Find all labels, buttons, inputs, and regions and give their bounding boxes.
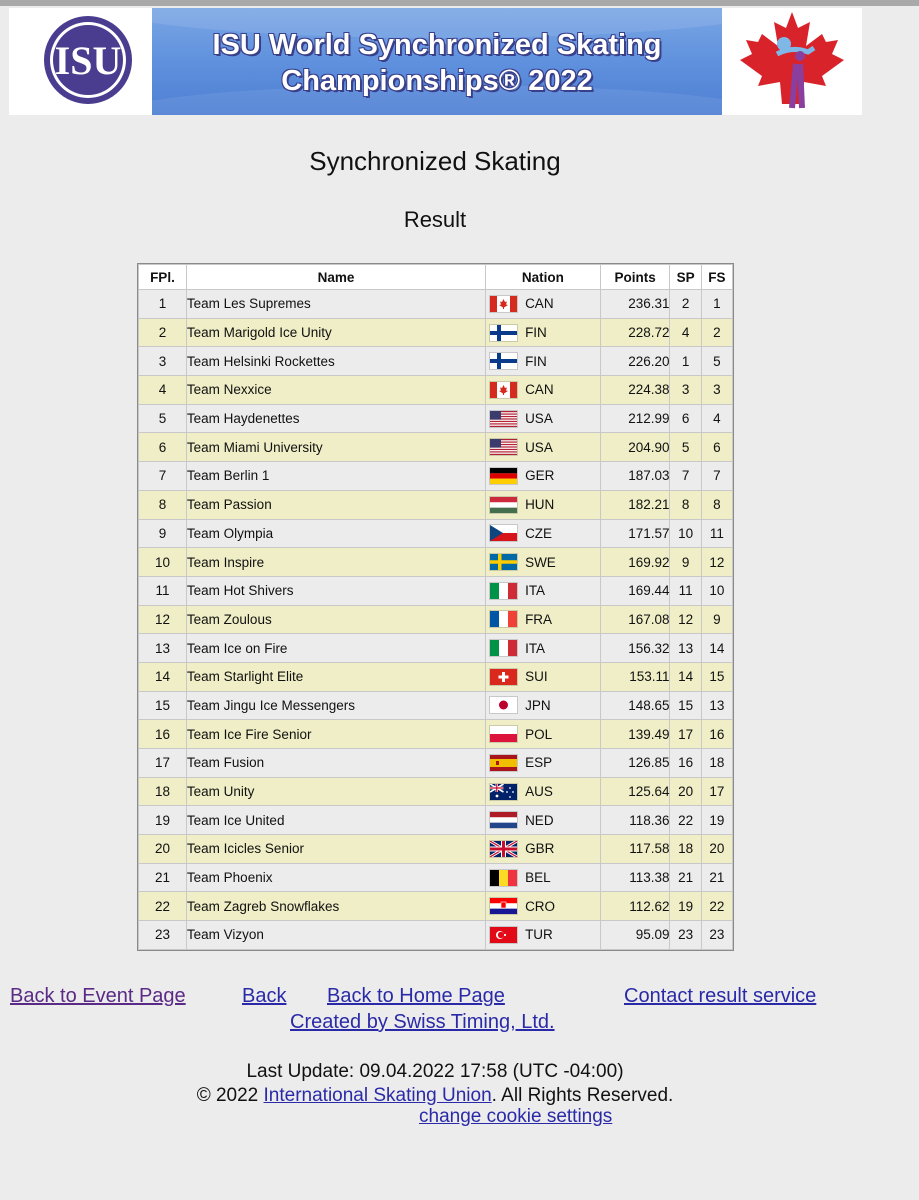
team-name-cell: Team Ice United [187,806,485,834]
sp-rank-cell: 8 [670,491,700,519]
flag-czechia-icon [490,525,517,541]
flag-hungary-icon [490,497,517,513]
header-sp: SP [670,265,700,289]
nation-code: FIN [525,325,547,341]
nation-cell [486,606,600,634]
table-row [139,720,732,748]
isu-logo-text: ISU [54,38,122,83]
rank-cell: 6 [139,433,186,461]
nation-cell [486,319,600,347]
points-cell: 228.72 [601,319,670,347]
nation-code: CAN [525,382,554,398]
banner-title-line2: Championships® 2022 [281,65,593,97]
team-name-cell: Team Passion [187,491,485,519]
rank-cell: 13 [139,634,186,662]
team-name-cell: Team Zoulous [187,606,485,634]
header-rank: FPl. [139,265,186,289]
table-row [139,892,732,920]
table-row [139,634,732,662]
team-name-cell: Team Unity [187,778,485,806]
sp-rank-cell: 19 [670,892,700,920]
nation-code: HUN [525,497,555,513]
copyright-prefix: © 2022 [196,1085,264,1106]
nation-code: CAN [525,296,554,312]
rank-cell: 15 [139,692,186,720]
maple-leaf-logo-icon [722,8,862,115]
nation-code: CZE [525,525,553,541]
sp-rank-cell: 6 [670,405,700,433]
team-name-cell: Team Ice on Fire [187,634,485,662]
table-row [139,462,732,490]
table-row [139,520,732,548]
nation-code: FIN [525,353,547,369]
fs-rank-cell: 7 [702,462,732,490]
nation-cell [486,663,600,691]
points-cell: 126.85 [601,749,670,777]
team-name-cell: Team Marigold Ice Unity [187,319,485,347]
rank-cell: 9 [139,520,186,548]
rank-cell: 19 [139,806,186,834]
points-cell: 118.36 [601,806,670,834]
banner-title-area [152,8,722,115]
sp-rank-cell: 20 [670,778,700,806]
rank-cell: 3 [139,347,186,375]
nation-code: SUI [525,669,548,685]
nation-code: USA [525,411,553,427]
flag-italy-icon [490,583,517,599]
isu-link[interactable]: International Skating Union [263,1085,492,1106]
rank-cell: 11 [139,577,186,605]
table-row [139,290,732,318]
team-name-cell: Team Icicles Senior [187,835,485,863]
rank-cell: 23 [139,921,186,949]
team-name-cell: Team Helsinki Rockettes [187,347,485,375]
flag-poland-icon [490,726,517,742]
rank-cell: 5 [139,405,186,433]
sp-rank-cell: 1 [670,347,700,375]
header-points: Points [601,265,670,289]
flag-sweden-icon [490,554,517,570]
rank-cell: 1 [139,290,186,318]
table-row [139,806,732,834]
navigation-links [0,985,919,1045]
table-row [139,405,732,433]
team-name-cell: Team Miami University [187,433,485,461]
fs-rank-cell: 8 [702,491,732,519]
nation-cell [486,376,600,404]
team-name-cell: Team Jingu Ice Messengers [187,692,485,720]
points-cell: 139.49 [601,720,670,748]
rank-cell: 20 [139,835,186,863]
fs-rank-cell: 6 [702,433,732,461]
flag-switzerland-icon [490,669,517,685]
back-to-home-link[interactable]: Back to Home Page [327,985,505,1007]
points-cell: 156.32 [601,634,670,662]
flag-usa-icon [490,439,517,455]
rank-cell: 12 [139,606,186,634]
table-row [139,749,732,777]
results-table [137,263,734,951]
rank-cell: 22 [139,892,186,920]
team-name-cell: Team Fusion [187,749,485,777]
fs-rank-cell: 14 [702,634,732,662]
fs-rank-cell: 18 [702,749,732,777]
points-cell: 153.11 [601,663,670,691]
sp-rank-cell: 16 [670,749,700,777]
copyright-suffix: . All Rights Reserved. [491,1085,674,1106]
table-row [139,433,732,461]
points-cell: 187.03 [601,462,670,490]
sp-rank-cell: 22 [670,806,700,834]
rank-cell: 10 [139,548,186,576]
sp-rank-cell: 4 [670,319,700,347]
team-name-cell: Team Haydenettes [187,405,485,433]
fs-rank-cell: 13 [702,692,732,720]
flag-canada-icon [490,296,517,312]
points-cell: 226.20 [601,347,670,375]
table-row [139,376,732,404]
nation-code: POL [525,726,553,742]
nation-cell [486,864,600,892]
fs-rank-cell: 5 [702,347,732,375]
nation-cell [486,290,600,318]
nation-cell [486,720,600,748]
nation-cell [486,692,600,720]
sp-rank-cell: 13 [670,634,700,662]
team-name-cell: Team Phoenix [187,864,485,892]
table-row [139,864,732,892]
points-cell: 236.31 [601,290,670,318]
header-name: Name [187,265,485,289]
nation-code: NED [525,812,554,828]
fs-rank-cell: 4 [702,405,732,433]
nation-cell [486,405,600,433]
table-row [139,347,732,375]
nation-cell [486,577,600,605]
flag-finland-icon [490,353,517,369]
flag-canada-icon [490,382,517,398]
flag-croatia-icon [490,898,517,914]
team-name-cell: Team Inspire [187,548,485,576]
flag-uk-icon [490,841,517,857]
banner-title-line1: ISU World Synchronized Skating [212,29,662,61]
team-name-cell: Team Vizyon [187,921,485,949]
header-nation: Nation [486,265,600,289]
rank-cell: 8 [139,491,186,519]
flag-italy-icon [490,640,517,656]
team-name-cell: Team Starlight Elite [187,663,485,691]
fs-rank-cell: 19 [702,806,732,834]
nation-code: JPN [525,697,551,713]
points-cell: 204.90 [601,433,670,461]
fs-rank-cell: 16 [702,720,732,748]
rank-cell: 18 [139,778,186,806]
flag-belgium-icon [490,870,517,886]
team-name-cell: Team Ice Fire Senior [187,720,485,748]
fs-rank-cell: 10 [702,577,732,605]
team-name-cell: Team Hot Shivers [187,577,485,605]
sp-rank-cell: 3 [670,376,700,404]
nation-cell [486,433,600,461]
nation-code: SWE [525,554,556,570]
flag-finland-icon [490,325,517,341]
points-cell: 148.65 [601,692,670,720]
team-name-cell: Team Les Supremes [187,290,485,318]
header-banner [9,8,862,115]
sp-rank-cell: 18 [670,835,700,863]
copyright [0,1084,870,1108]
nation-code: CRO [525,898,556,914]
nation-code: USA [525,439,553,455]
fs-rank-cell: 22 [702,892,732,920]
table-row [139,663,732,691]
sp-rank-cell: 17 [670,720,700,748]
nation-code: ITA [525,583,546,599]
header-fs: FS [702,265,732,289]
nation-code: ESP [525,755,553,771]
rank-cell: 17 [139,749,186,777]
points-cell: 95.09 [601,921,670,949]
points-cell: 182.21 [601,491,670,519]
sp-rank-cell: 7 [670,462,700,490]
back-to-event-link[interactable]: Back to Event Page [10,985,186,1007]
nation-cell [486,749,600,777]
table-row [139,577,732,605]
points-cell: 167.08 [601,606,670,634]
sp-rank-cell: 2 [670,290,700,318]
fs-rank-cell: 12 [702,548,732,576]
points-cell: 113.38 [601,864,670,892]
nation-cell [486,347,600,375]
fs-rank-cell: 20 [702,835,732,863]
fs-rank-cell: 15 [702,663,732,691]
nation-cell [486,921,600,949]
sp-rank-cell: 9 [670,548,700,576]
sp-rank-cell: 10 [670,520,700,548]
fs-rank-cell: 21 [702,864,732,892]
sp-rank-cell: 11 [670,577,700,605]
flag-germany-icon [490,468,517,484]
nation-cell [486,892,600,920]
nation-code: GBR [525,841,555,857]
nation-code: GER [525,468,555,484]
table-header-row [139,265,732,289]
back-link[interactable]: Back [242,985,287,1007]
isu-logo [9,8,152,115]
nation-cell [486,520,600,548]
fs-rank-cell: 9 [702,606,732,634]
points-cell: 125.64 [601,778,670,806]
team-name-cell: Team Nexxice [187,376,485,404]
table-row [139,692,732,720]
fs-rank-cell: 1 [702,290,732,318]
points-cell: 169.44 [601,577,670,605]
points-cell: 117.58 [601,835,670,863]
table-row [139,319,732,347]
points-cell: 212.99 [601,405,670,433]
points-cell: 169.92 [601,548,670,576]
flag-usa-icon [490,411,517,427]
nation-cell [486,491,600,519]
points-cell: 112.62 [601,892,670,920]
flag-netherlands-icon [490,812,517,828]
flag-spain-icon [490,755,517,771]
swiss-timing-link[interactable]: Created by Swiss Timing, Ltd. [290,1011,555,1033]
nation-cell [486,778,600,806]
table-row [139,921,732,949]
rank-cell: 14 [139,663,186,691]
nation-code: AUS [525,784,553,800]
rank-cell: 21 [139,864,186,892]
flag-australia-icon [490,784,517,800]
nation-cell [486,835,600,863]
nation-cell [486,806,600,834]
fs-rank-cell: 2 [702,319,732,347]
nation-code: BEL [525,870,551,886]
rank-cell: 7 [139,462,186,490]
team-name-cell: Team Berlin 1 [187,462,485,490]
top-bar [0,0,919,6]
page-title: Synchronized Skating [309,146,561,176]
table-row [139,835,732,863]
flag-france-icon [490,611,517,627]
sp-rank-cell: 21 [670,864,700,892]
fs-rank-cell: 3 [702,376,732,404]
rank-cell: 2 [139,319,186,347]
table-row [139,606,732,634]
rank-cell: 4 [139,376,186,404]
cookie-settings-link[interactable]: change cookie settings [419,1106,613,1127]
nation-cell [486,634,600,662]
table-row [139,491,732,519]
last-update: Last Update: 09.04.2022 17:58 (UTC -04:00) [246,1061,624,1082]
nation-cell [486,462,600,490]
contact-result-service-link[interactable]: Contact result service [624,985,817,1007]
nation-code: TUR [525,927,553,943]
points-cell: 171.57 [601,520,670,548]
nation-code: ITA [525,640,546,656]
sp-rank-cell: 14 [670,663,700,691]
points-cell: 224.38 [601,376,670,404]
fs-rank-cell: 11 [702,520,732,548]
sp-rank-cell: 23 [670,921,700,949]
sp-rank-cell: 5 [670,433,700,461]
rank-cell: 16 [139,720,186,748]
team-name-cell: Team Zagreb Snowflakes [187,892,485,920]
flag-turkey-icon [490,927,517,943]
fs-rank-cell: 17 [702,778,732,806]
table-row [139,548,732,576]
footer [0,1060,870,1108]
sp-rank-cell: 12 [670,606,700,634]
table-row [139,778,732,806]
sp-rank-cell: 15 [670,692,700,720]
team-name-cell: Team Olympia [187,520,485,548]
fs-rank-cell: 23 [702,921,732,949]
flag-japan-icon [490,697,517,713]
nation-code: FRA [525,611,553,627]
nation-cell [486,548,600,576]
page-subtitle: Result [403,207,467,232]
